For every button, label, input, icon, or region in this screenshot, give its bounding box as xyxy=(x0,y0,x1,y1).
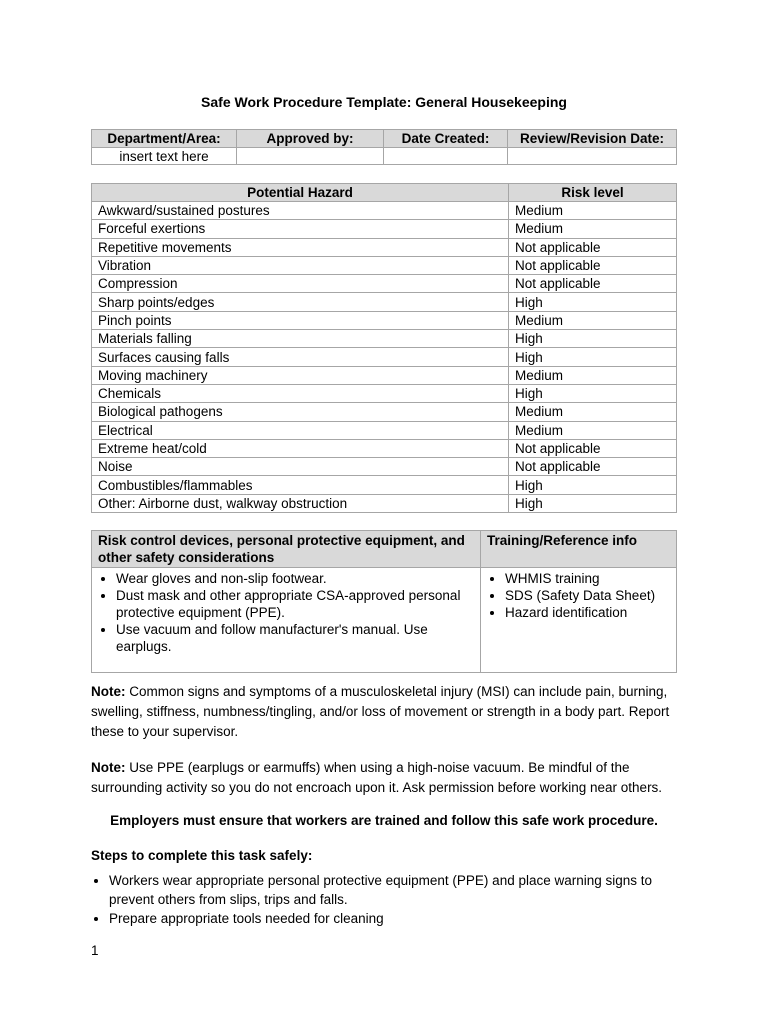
hazards-header-row xyxy=(92,184,677,202)
risk-level-cell: High xyxy=(509,293,677,311)
hazard-cell: Sharp points/edges xyxy=(92,293,509,311)
department-area-value[interactable]: insert text here xyxy=(92,148,237,165)
risk-level-header: Risk level xyxy=(509,184,677,202)
hazard-cell: Moving machinery xyxy=(92,366,509,384)
risk-level-cell: High xyxy=(509,476,677,494)
header-info-table xyxy=(91,129,677,165)
table-row xyxy=(92,476,677,494)
hazard-cell: Biological pathogens xyxy=(92,403,509,421)
page-title: Safe Work Procedure Template: General Housekeeping xyxy=(201,94,567,110)
controls-content-row xyxy=(92,568,677,673)
hazards-table-body xyxy=(92,202,677,513)
risk-control-cell xyxy=(92,568,481,673)
approved-by-value[interactable] xyxy=(237,148,384,165)
list-item: • WHMIS training xyxy=(505,570,670,587)
table-row xyxy=(92,256,677,274)
table-row xyxy=(92,384,677,402)
risk-level-cell: High xyxy=(509,384,677,402)
review-revision-date-header: Review/Revision Date: xyxy=(508,130,677,148)
hazard-cell: Surfaces causing falls xyxy=(92,348,509,366)
table-row xyxy=(92,421,677,439)
list-item: • Wear gloves and non-slip footwear. xyxy=(116,570,474,587)
table-row xyxy=(92,458,677,476)
employers-statement: Employers must ensure that workers are trained and follow this safe work procedure. xyxy=(110,813,658,828)
hazard-cell: Noise xyxy=(92,458,509,476)
training-reference-header: Training/Reference info xyxy=(481,531,677,568)
page-number: 1 xyxy=(91,943,99,958)
table-row xyxy=(92,293,677,311)
risk-level-cell: Not applicable xyxy=(509,275,677,293)
date-created-header: Date Created: xyxy=(384,130,508,148)
table-row xyxy=(92,238,677,256)
hazard-cell: Vibration xyxy=(92,256,509,274)
note-label: Note: xyxy=(91,760,126,775)
hazard-cell: Forceful exertions xyxy=(92,220,509,238)
approved-by-header: Approved by: xyxy=(237,130,384,148)
risk-control-header: Risk control devices, personal protective equipment, and other safety considerations xyxy=(92,531,481,568)
risk-level-cell: Medium xyxy=(509,220,677,238)
table-row xyxy=(92,403,677,421)
review-revision-date-value[interactable] xyxy=(508,148,677,165)
list-item: • Use vacuum and follow manufacturer's manual. Use earplugs. xyxy=(116,621,474,655)
hazard-cell: Repetitive movements xyxy=(92,238,509,256)
step-item: • Prepare appropriate tools needed for cleaning xyxy=(109,909,699,928)
training-reference-cell xyxy=(481,568,677,673)
note-text: Use PPE (earplugs or earmuffs) when using a high-noise vacuum. Be mindful of the surrounding activity so you do not encroach upon it. Ask permission before working near others. xyxy=(91,760,663,795)
table-row xyxy=(92,311,677,329)
list-item: • SDS (Safety Data Sheet) xyxy=(505,587,670,604)
note-ppe xyxy=(91,758,681,798)
steps-heading: Steps to complete this task safely: xyxy=(91,848,313,863)
risk-level-cell: Medium xyxy=(509,403,677,421)
list-item: • Dust mask and other appropriate CSA-approved personal protective equipment (PPE). xyxy=(116,587,474,621)
hazard-cell: Other: Airborne dust, walkway obstruction xyxy=(92,494,509,512)
header-info-header-row xyxy=(92,130,677,148)
table-row xyxy=(92,330,677,348)
potential-hazard-header: Potential Hazard xyxy=(92,184,509,202)
hazard-cell: Compression xyxy=(92,275,509,293)
hazard-cell: Combustibles/flammables xyxy=(92,476,509,494)
table-row xyxy=(92,202,677,220)
hazard-cell: Materials falling xyxy=(92,330,509,348)
table-row xyxy=(92,439,677,457)
risk-level-cell: Not applicable xyxy=(509,458,677,476)
risk-level-cell: Not applicable xyxy=(509,439,677,457)
risk-level-cell: Medium xyxy=(509,421,677,439)
hazards-table xyxy=(91,183,677,513)
table-row xyxy=(92,366,677,384)
risk-control-list xyxy=(98,570,474,655)
steps-list xyxy=(91,871,699,928)
risk-level-cell: High xyxy=(509,348,677,366)
risk-level-cell: High xyxy=(509,494,677,512)
hazard-cell: Pinch points xyxy=(92,311,509,329)
list-item: • Hazard identification xyxy=(505,604,670,621)
controls-header-row xyxy=(92,531,677,568)
risk-level-cell: Medium xyxy=(509,202,677,220)
hazard-cell: Awkward/sustained postures xyxy=(92,202,509,220)
table-row xyxy=(92,275,677,293)
risk-level-cell: Medium xyxy=(509,366,677,384)
risk-level-cell: Not applicable xyxy=(509,238,677,256)
note-text: Common signs and symptoms of a musculoskeletal injury (MSI) can include pain, burning, swelling, stiffness, numbness/tingling, and/or loss of movement or strength in a body part. Report these to your supervisor. xyxy=(91,684,670,739)
hazard-cell: Chemicals xyxy=(92,384,509,402)
risk-level-cell: Not applicable xyxy=(509,256,677,274)
table-row xyxy=(92,220,677,238)
department-area-header: Department/Area: xyxy=(92,130,237,148)
table-row xyxy=(92,494,677,512)
note-label: Note: xyxy=(91,684,126,699)
training-reference-list xyxy=(487,570,670,621)
date-created-value[interactable] xyxy=(384,148,508,165)
controls-table xyxy=(91,530,677,673)
hazard-cell: Electrical xyxy=(92,421,509,439)
risk-level-cell: Medium xyxy=(509,311,677,329)
step-item: • Workers wear appropriate personal protective equipment (PPE) and place warning signs to prevent others from slips, trips and falls. xyxy=(109,871,699,909)
table-row xyxy=(92,348,677,366)
risk-level-cell: High xyxy=(509,330,677,348)
note-msi xyxy=(91,682,681,742)
hazard-cell: Extreme heat/cold xyxy=(92,439,509,457)
header-info-value-row xyxy=(92,148,677,165)
